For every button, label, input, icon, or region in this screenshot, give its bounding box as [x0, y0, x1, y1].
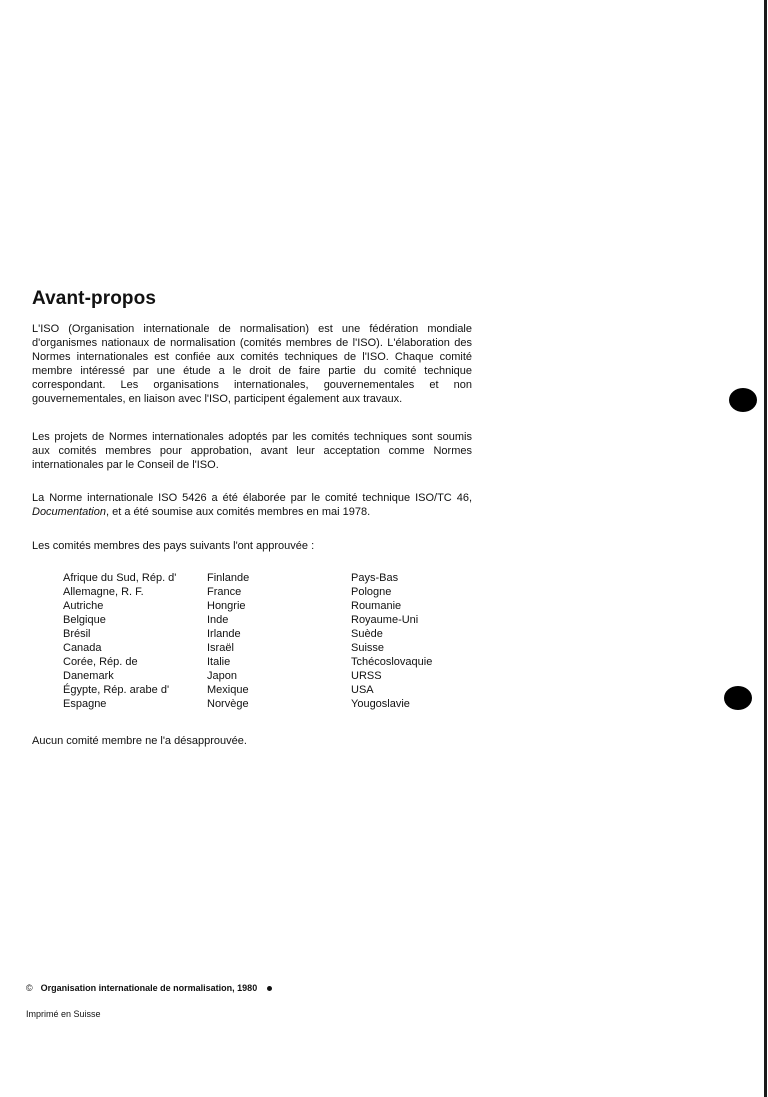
- country-name: URSS: [351, 670, 382, 682]
- standard-origin-text-end: , et a été soumise aux comités membres en mai 1978.: [106, 506, 371, 518]
- page-edge-rule: [764, 0, 767, 1097]
- copyright-text: Organisation internationale de normalisation, 1980: [40, 983, 258, 993]
- bullet-dot-icon: [267, 986, 272, 991]
- country-column-2: [207, 571, 249, 711]
- country-name: Israël: [207, 642, 234, 654]
- country-name: Finlande: [207, 572, 250, 584]
- standard-origin-text: La Norme internationale ISO 5426 a été élaborée par le comité technique ISO/TC 46,: [32, 492, 472, 504]
- paragraph-approving-members: Les comités membres des pays suivants l'ont approuvée :: [32, 540, 315, 552]
- country-name: Afrique du Sud, Rép. d': [63, 572, 177, 584]
- country-name: Royaume-Uni: [351, 614, 419, 626]
- country-name: Hongrie: [207, 600, 246, 612]
- country-name: Canada: [63, 642, 102, 654]
- country-name: Mexique: [207, 684, 249, 696]
- country-name: Espagne: [63, 698, 107, 710]
- country-name: USA: [351, 684, 374, 696]
- country-name: Pays-Bas: [351, 572, 399, 584]
- country-name: Suède: [351, 628, 383, 640]
- country-name: Danemark: [63, 670, 114, 682]
- paragraph-approval-process: Les projets de Normes internationales adoptés par les comités techniques sont soumis aux comités membres pour approbation, avant leur acceptation comme Normes internationales par le Conseil de l'ISO.: [32, 431, 472, 471]
- printed-in-note: Imprimé en Suisse: [26, 1009, 101, 1019]
- punch-hole-mark: [724, 686, 752, 710]
- country-name: Yougoslavie: [351, 698, 410, 710]
- country-name: Allemagne, R. F.: [63, 586, 144, 598]
- country-name: Irlande: [207, 628, 241, 640]
- country-name: Tchécoslovaquie: [351, 656, 433, 668]
- page-title: Avant-propos: [32, 288, 156, 309]
- punch-hole-mark: [729, 388, 757, 412]
- country-name: Inde: [207, 614, 229, 626]
- country-column-3: [351, 571, 432, 711]
- country-column-1: [63, 571, 176, 711]
- paragraph-intro: L'ISO (Organisation internationale de normalisation) est une fédération mondiale d'organismes nationaux de normalisation (comités membres de l'ISO). L'élaboration des Normes internationales est confiée aux comités techniques de l'ISO. Chaque comité membre intéressé par une étude a le droit de faire partie du comité technique correspondant. Les organisations internationales, gouvernementales et non gouvernementales, en liaison avec l'ISO, participent également aux travaux.: [32, 323, 472, 405]
- paragraph-no-disapproval: Aucun comité membre ne l'a désapprouvée.: [32, 735, 247, 747]
- country-name: Italie: [207, 656, 231, 668]
- country-name: Suisse: [351, 642, 385, 654]
- country-name: Brésil: [63, 628, 91, 640]
- country-name: Roumanie: [351, 600, 402, 612]
- paragraph-standard-origin: [32, 491, 472, 519]
- country-name: France: [207, 586, 242, 598]
- country-name: Belgique: [63, 614, 106, 626]
- country-name: Norvège: [207, 698, 249, 710]
- country-name: Corée, Rép. de: [63, 656, 138, 668]
- country-name: Égypte, Rép. arabe d': [63, 684, 170, 696]
- copyright-symbol: ©: [26, 983, 33, 993]
- copyright-line: [26, 983, 272, 993]
- country-name: Japon: [207, 670, 237, 682]
- country-name: Autriche: [63, 600, 104, 612]
- committee-name: Documentation: [32, 506, 106, 518]
- country-name: Pologne: [351, 586, 392, 598]
